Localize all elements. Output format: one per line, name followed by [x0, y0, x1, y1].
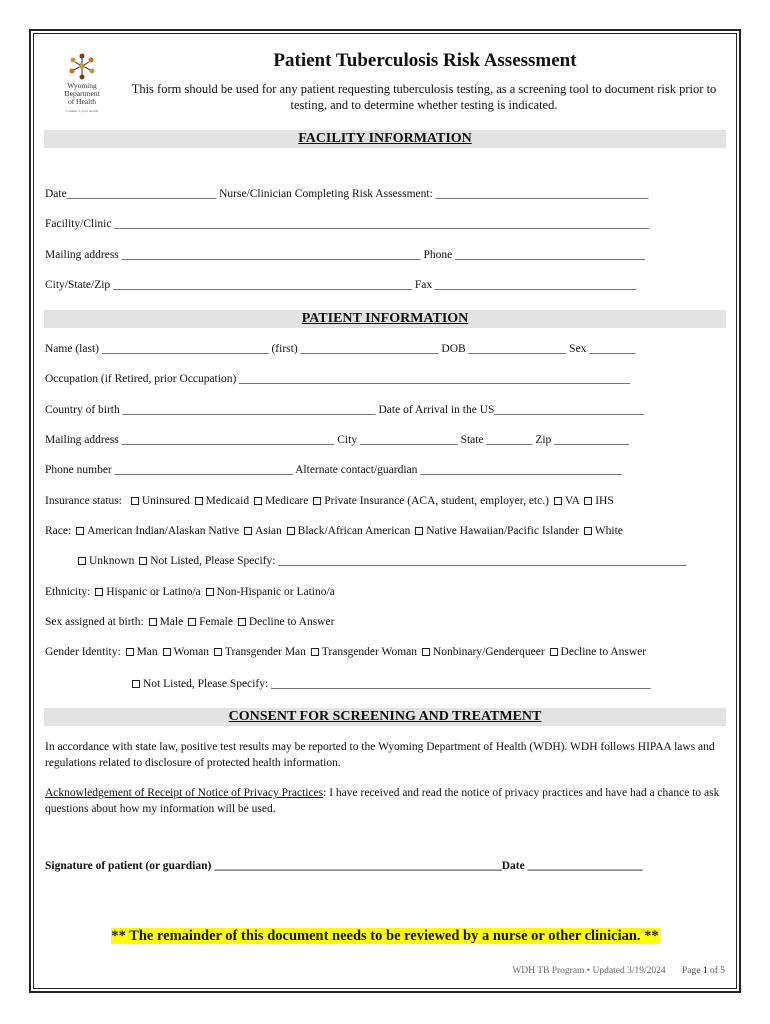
race-label: Race: [45, 525, 72, 537]
gender-checkbox-man[interactable] [126, 648, 134, 656]
gender-checkbox-not-listed[interactable] [132, 680, 140, 688]
insurance-checkbox-ihs[interactable] [584, 497, 592, 505]
patient-mailing-field[interactable]: Mailing address _____________________________________ City _________________ State ________ Zip _____________ [45, 434, 629, 446]
sex-checkbox-decline[interactable] [238, 618, 246, 626]
notice-text: ** The remainder of this document needs to be reviewed by a nurse or other clinician. ** [111, 928, 659, 944]
sex-checkbox-female[interactable] [188, 618, 196, 626]
insurance-checkbox-uninsured[interactable] [131, 497, 139, 505]
facility-city-field[interactable]: City/State/Zip ____________________________________________________ Fax ___________________________________ [45, 279, 637, 291]
race-checkbox-white[interactable] [584, 527, 592, 535]
sex-checkbox-male[interactable] [149, 618, 157, 626]
insurance-option: Medicaid [205, 495, 250, 507]
insurance-checkbox-medicare[interactable] [254, 497, 262, 505]
insurance-option: Private Insurance (ACA, student, employer, etc.) [324, 495, 549, 507]
logo-text [52, 82, 112, 106]
logo-line-2: Department [64, 89, 100, 98]
facility-clinic-field[interactable]: Facility/Clinic _____________________________________________________________________________________________ [45, 218, 650, 230]
insurance-option: Uninsured [141, 495, 190, 507]
page-footer [400, 966, 725, 976]
gender-option: Woman [173, 646, 210, 658]
race-checkbox-asian[interactable] [244, 527, 252, 535]
race-not-listed-field[interactable]: Not Listed, Please Specify: _______________________________________________________________________ [150, 555, 687, 567]
logo-line-3: of Health [67, 97, 97, 106]
race-option: Native Hawaiian/Pacific Islander [426, 525, 579, 537]
patient-name-field[interactable]: Name (last) _____________________________ (first) ________________________ DOB _________________ Sex ________ [45, 343, 636, 355]
race-option: Asian [254, 525, 282, 537]
facility-date-field[interactable]: Date__________________________ Nurse/Clinician Completing Risk Assessment: _____________________________________ [45, 188, 649, 200]
clinician-notice [0, 927, 770, 945]
gender-checkbox-woman[interactable] [163, 648, 171, 656]
gender-option: Transgender Woman [321, 646, 418, 658]
insurance-label: Insurance status: [45, 495, 122, 507]
race-checkbox-pacific-islander[interactable] [415, 527, 423, 535]
race-row [45, 525, 725, 537]
wdh-logo-icon [52, 52, 112, 82]
ethnicity-option: Hispanic or Latino/a [106, 586, 201, 598]
gender-option: Man [136, 646, 158, 658]
sex-option: Decline to Answer [248, 616, 335, 628]
race-option: American Indian/Alaskan Native [87, 525, 240, 537]
race-unknown-label: Unknown [89, 555, 135, 567]
insurance-option: VA [564, 495, 580, 507]
gender-label: Gender Identity: [45, 646, 121, 658]
page-prefix: Page [681, 966, 703, 976]
race-option: Black/African American [297, 525, 411, 537]
race-checkbox-black[interactable] [287, 527, 295, 535]
privacy-acknowledgement [45, 785, 725, 817]
facility-mailing-field[interactable]: Mailing address ____________________________________________________ Phone _________________________________ [45, 249, 645, 261]
intro-text: This form should be used for any patient requesting tuberculosis testing, as a screening tool to document risk prior to testing, and to determine whether testing is indicated. [131, 82, 717, 112]
ethnicity-label: Ethnicity: [45, 586, 91, 598]
patient-phone-field[interactable]: Phone number _______________________________ Alternate contact/guardian ___________________________________ [45, 464, 622, 476]
ethnicity-checkbox-non-hispanic[interactable] [206, 588, 214, 596]
gender-row [45, 646, 725, 658]
page-title: Patient Tuberculosis Risk Assessment [273, 50, 577, 71]
ethnicity-row [45, 586, 725, 598]
patient-country-field[interactable]: Country of birth ____________________________________________ Date of Arrival in the US__________________________ [45, 404, 644, 416]
gender-not-listed-field[interactable]: Not Listed, Please Specify: __________________________________________________________________ [143, 678, 651, 690]
gender-option: Nonbinary/Genderqueer [432, 646, 545, 658]
insurance-checkbox-medicaid[interactable] [195, 497, 203, 505]
sex-option: Male [159, 616, 184, 628]
ack-label: Acknowledgement of Receipt of Notice of Privacy Practices [45, 787, 324, 799]
logo-line-1: Wyoming [67, 81, 97, 90]
insurance-option: Medicare [264, 495, 309, 507]
page-suffix: of 5 [707, 966, 725, 976]
gender-checkbox-trans-man[interactable] [214, 648, 222, 656]
logo-tagline: Commit to your health. [65, 109, 99, 113]
gender-row-2 [130, 678, 726, 690]
sex-row [45, 616, 725, 628]
insurance-option: IHS [595, 495, 614, 507]
consent-heading: CONSENT FOR SCREENING AND TREATMENT [44, 708, 726, 726]
ethnicity-option: Non-Hispanic or Latino/a [216, 586, 335, 598]
race-checkbox-american-indian[interactable] [76, 527, 84, 535]
patient-heading: PATIENT INFORMATION [44, 310, 726, 328]
race-checkbox-not-listed[interactable] [139, 557, 147, 565]
gender-option: Transgender Man [224, 646, 306, 658]
race-option: White [594, 525, 623, 537]
gender-checkbox-trans-woman[interactable] [311, 648, 319, 656]
gender-option: Decline to Answer [560, 646, 647, 658]
ack-text: : I have received and read the notice of privacy practices and have had a chance to ask questions about how my information will be used. [45, 787, 720, 815]
patient-occupation-field[interactable]: Occupation (if Retired, prior Occupation) ____________________________________________________________________ [45, 373, 631, 385]
facility-heading: FACILITY INFORMATION [44, 130, 726, 148]
consent-paragraph: In accordance with state law, positive test results may be reported to the Wyoming Department of Health (WDH). WDH follows HIPAA laws and regulations related to disclosure of protected health information. [45, 741, 715, 769]
signature-field[interactable]: Signature of patient (or guardian) __________________________________________________Date ____________________ [45, 860, 643, 872]
page-border-inner [33, 33, 737, 989]
insurance-checkbox-private[interactable] [313, 497, 321, 505]
gender-checkbox-nonbinary[interactable] [422, 648, 430, 656]
race-checkbox-unknown[interactable] [78, 557, 86, 565]
insurance-checkbox-va[interactable] [554, 497, 562, 505]
footer-page [682, 966, 725, 976]
page-number: 1 [702, 966, 708, 976]
sex-option: Female [199, 616, 233, 628]
sex-label: Sex assigned at birth: [45, 616, 144, 628]
insurance-row [45, 495, 725, 507]
footer-program: WDH TB Program • Updated 3/19/2024 [512, 966, 666, 976]
ethnicity-checkbox-hispanic[interactable] [95, 588, 103, 596]
wdh-logo [52, 52, 112, 116]
gender-checkbox-decline[interactable] [550, 648, 558, 656]
race-row-2 [76, 555, 726, 567]
